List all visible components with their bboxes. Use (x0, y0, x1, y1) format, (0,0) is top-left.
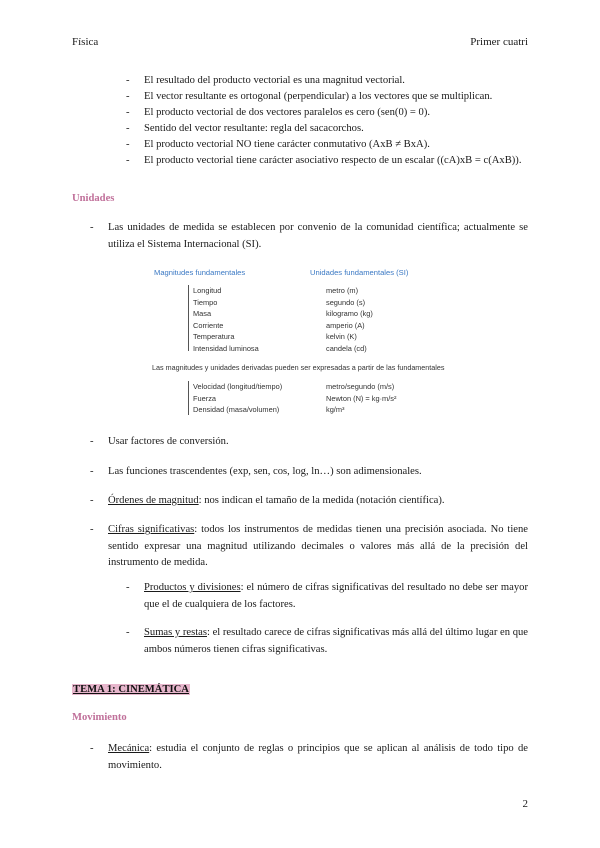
table-header-magnitudes: Magnitudes fundamentales (154, 268, 246, 277)
list-item: - Las funciones trascendentes (exp, sen, cos, log, ln…) son adimensionales. (90, 466, 422, 477)
list-item: - Usar factores de conversión. (90, 436, 229, 447)
list-item: - Sumas y restas: el resultado carece de cifras significativas más allá del último lugar en que ambos números tienen cifras significativas. (126, 627, 529, 655)
list-item: - El producto vectorial NO tiene carácter conmutativo (AxB ≠ BxA). (126, 139, 430, 150)
table-divider (188, 381, 189, 415)
derived-units: metro/segundo (m/s) Newton (N) = kg·m/s² kg/m³ (326, 382, 397, 414)
list-item: - Sentido del vector resultante: regla del sacacorchos. (126, 123, 364, 134)
derived-magnitudes: Velocidad (longitud/tiempo) Fuerza Densidad (masa/volumen) (193, 382, 283, 414)
fundamental-magnitudes: Longitud Tiempo Masa Corriente Temperatura Intensidad luminosa (193, 286, 259, 353)
fundamental-units: metro (m) segundo (s) kilogramo (kg) amperio (A) kelvin (K) candela (cd) (326, 286, 373, 353)
list-item: - El producto vectorial tiene carácter asociativo respecto de un escalar ((cA)xB = c(AxB)). (126, 155, 522, 166)
list-item: - Órdenes de magnitud: nos indican el tamaño de la medida (notación científica). (90, 495, 445, 506)
list-item: - Cifras significativas: todos los instrumentos de medidas tienen una precisión asociada. No tiene sentido expresar una magnitud utilizando decimales o valores más allá de la precisión del instrumento de medida. (90, 524, 528, 568)
section-heading-unidades: Unidades (72, 193, 115, 204)
table-divider (188, 285, 189, 351)
derived-units-note: Las magnitudes y unidades derivadas pueden ser expresadas a partir de las fundamentales (152, 363, 445, 372)
chapter-heading: TEMA 1: CINEMÁTICA (73, 684, 189, 695)
list-item: - Productos y divisiones: el número de cifras significativas del resultado no debe ser mayor que el de cualquiera de los factores. (126, 582, 528, 610)
list-item: - Las unidades de medida se establecen por convenio de la comunidad científica; actualmente se utiliza el Sistema Internacional (SI). (90, 222, 528, 250)
list-item: - El resultado del producto vectorial es una magnitud vectorial. (126, 75, 405, 86)
header-term: Primer cuatri (470, 36, 528, 48)
table-header-units: Unidades fundamentales (SI) (310, 268, 409, 277)
header-subject: Física (72, 36, 99, 48)
list-item: - Mecánica: estudia el conjunto de reglas o principios que se aplican al análisis de todo tipo de movimiento. (90, 743, 528, 771)
page-number: 2 (522, 798, 528, 810)
list-item: - El producto vectorial de dos vectores paralelos es cero (sen(0) = 0). (126, 107, 431, 118)
section-heading-movimiento: Movimiento (72, 712, 127, 723)
list-item: - El vector resultante es ortogonal (perpendicular) a los vectores que se multiplican. (126, 91, 493, 102)
